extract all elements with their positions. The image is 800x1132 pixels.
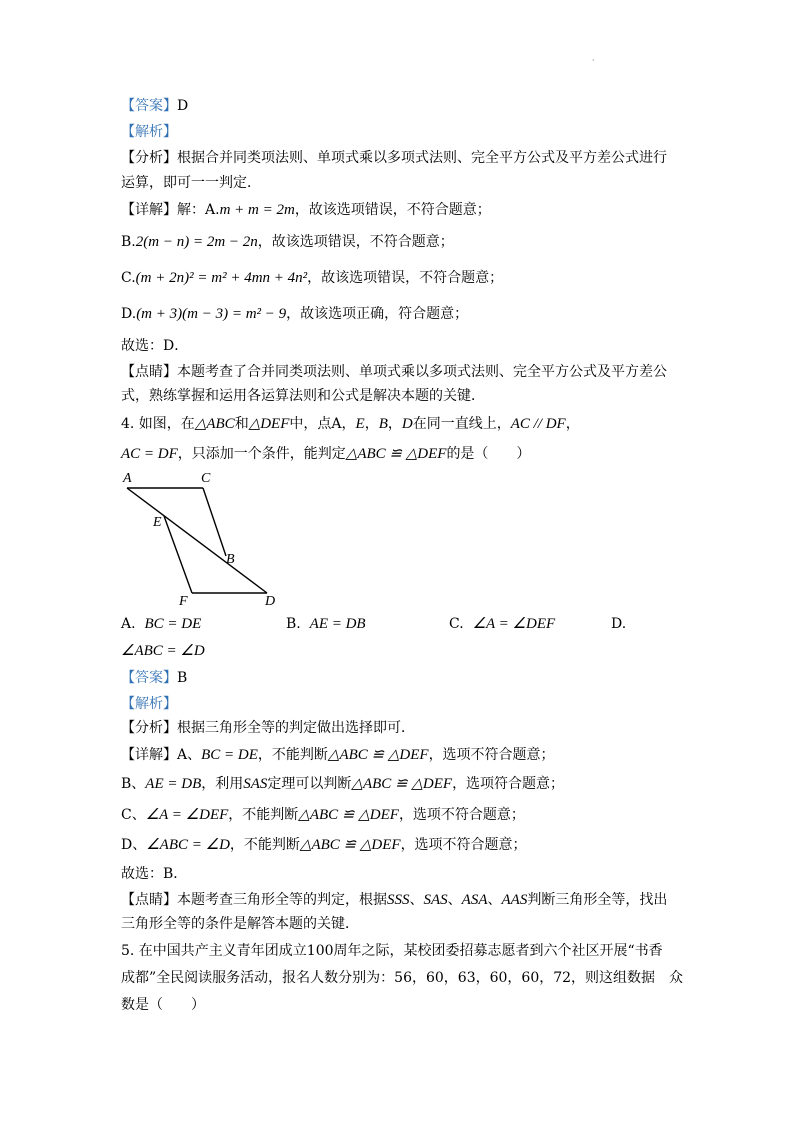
math-expression: △ABC ≌ △DEF xyxy=(351,776,453,792)
math-expression: ∠ABC = ∠D xyxy=(146,837,230,853)
q4-stem-line-1 xyxy=(121,414,580,434)
detail-text: ，故该选项错误，不符合题意； xyxy=(307,270,504,286)
q4-choose: 故选：B． xyxy=(121,866,188,882)
dianjing-text: 本题考查了合并同类项法则、单项式乘以多项式法则、完全平方公式及平方差公 xyxy=(177,364,667,380)
stem-text: 在同一直线上， xyxy=(412,416,511,432)
q4-detail-line-a xyxy=(121,745,555,765)
math-expression: SAS xyxy=(423,892,448,908)
stem-text: 的是（ ） xyxy=(446,446,531,462)
stem-text: ， xyxy=(387,416,402,432)
math-expression: AE = DB xyxy=(145,776,202,792)
q3-dianjing-line-2: 式，熟练掌握和运用各运算法则和公式是解决本题的关键． xyxy=(121,388,485,404)
segment-ad xyxy=(127,488,267,593)
math-expression: △ABC ≌ △DEF xyxy=(299,837,401,853)
math-expression: SSS xyxy=(387,892,410,908)
option-a[interactable] xyxy=(121,614,201,634)
math-expression: (m + 2n)² = m² + 4mn + 4n² xyxy=(135,270,308,286)
math-expression: ASA xyxy=(461,892,488,908)
math-expression: BC = DE xyxy=(144,616,202,632)
q3-detail-line-b xyxy=(121,232,454,252)
q4-fenxi-line xyxy=(121,718,415,738)
detail-text: ，利用 xyxy=(201,776,244,792)
math-expression: AC // DF xyxy=(510,416,566,432)
math-expression: △ABC xyxy=(194,416,235,432)
detail-text: 定理可以判断 xyxy=(267,776,352,792)
detail-text: ，不能判断 xyxy=(229,837,300,853)
option-label: C. xyxy=(121,270,136,286)
dianjing-text: 本题考查三角形全等的判定，根据 xyxy=(177,892,387,908)
option-label: D. xyxy=(121,306,137,322)
option-label: B. xyxy=(121,234,136,250)
dianjing-tag: 【点睛】 xyxy=(121,892,177,908)
math-expression: B xyxy=(378,416,388,432)
fenxi-text: 根据三角形全等的判定做出选择即可． xyxy=(177,720,415,736)
geometry-figure xyxy=(115,468,285,608)
detail-text: A、 xyxy=(177,747,202,763)
math-expression: △ABC ≌ △DEF xyxy=(298,807,399,823)
label-a: A xyxy=(123,471,132,486)
label-f: F xyxy=(179,594,188,608)
label-b: B xyxy=(226,552,235,567)
q3-answer-line xyxy=(121,96,188,116)
math-expression: AAS xyxy=(501,892,528,908)
q3-fenxi-line-2: 运算，即可一一判定． xyxy=(121,175,261,191)
detail-tag: 【详解】 xyxy=(121,202,177,218)
math-expression: 2(m − n) = 2m − 2n xyxy=(135,234,258,250)
option-label: A. xyxy=(121,616,136,632)
q3-detail-line-a xyxy=(121,200,491,220)
dianjing-text: 、 xyxy=(447,892,462,908)
detail-text: ，故该选项错误，不符合题意； xyxy=(294,202,491,218)
segment-ef xyxy=(164,516,192,593)
answer-tag: 【答案】 xyxy=(121,670,177,686)
stem-text: 中，点A， xyxy=(289,416,356,432)
dianjing-text: 、 xyxy=(487,892,502,908)
detail-tag: 【详解】 xyxy=(121,747,177,763)
analysis-tag: 【解析】 xyxy=(121,124,177,140)
q5-stem-line-3: 数是（ ） xyxy=(121,997,205,1013)
detail-lead: 解：A. xyxy=(177,202,220,218)
stem-text: ，只添加一个条件，能判定 xyxy=(177,446,346,462)
math-expression: ∠A = ∠DEF xyxy=(145,807,229,823)
q5-stem-line-2: 成都”全民阅读服务活动，报名人数分别为：56，60，63，60，60，72，则这组数据 众 xyxy=(121,970,684,986)
q4-analysis-tag xyxy=(121,694,177,714)
stem-text: ， xyxy=(565,416,580,432)
answer-tag: 【答案】 xyxy=(121,98,177,114)
dianjing-tag: 【点睛】 xyxy=(121,364,177,380)
stem-text: 和 xyxy=(234,416,249,432)
math-expression: BC = DE xyxy=(201,747,258,763)
math-expression: (m + 3)(m − 3) = m² − 9 xyxy=(136,306,287,322)
fenxi-tag: 【分析】 xyxy=(121,150,177,166)
analysis-tag: 【解析】 xyxy=(121,696,177,712)
dianjing-text: 判断三角形全等，找出 xyxy=(527,892,668,908)
detail-text: C、 xyxy=(121,807,146,823)
math-expression: ∠A = ∠DEF xyxy=(472,616,556,632)
q3-fenxi-line-1 xyxy=(121,148,667,168)
q4-detail-line-b xyxy=(121,774,564,794)
detail-text: B、 xyxy=(121,776,146,792)
detail-text: ，故该选项错误，不符合题意； xyxy=(257,234,454,250)
option-label: B. xyxy=(286,616,301,632)
detail-text: ，故该选项正确，符合题意； xyxy=(286,306,469,322)
corner-mark: · xyxy=(592,56,595,65)
q3-choose: 故选：D． xyxy=(121,338,189,354)
q4-dianjing-line-2: 三角形全等的条件是解答本题的关键． xyxy=(121,916,359,932)
detail-text: ，选项不符合题意； xyxy=(428,747,555,763)
stem-text: ， xyxy=(364,416,379,432)
option-c[interactable] xyxy=(449,614,555,634)
math-expression: E xyxy=(355,416,365,432)
label-e: E xyxy=(153,515,162,530)
detail-text: ，选项不符合题意； xyxy=(400,837,527,853)
segment-cb xyxy=(203,488,226,556)
q5-stem-line-1: 5. 在中国共产主义青年团成立100周年之际，某校团委招募志愿者到六个社区开展“书香 xyxy=(121,943,663,959)
math-expression: D xyxy=(401,416,413,432)
detail-text: ，选项不符合题意； xyxy=(398,807,525,823)
math-expression: AE = DB xyxy=(309,616,366,632)
math-expression: m + m = 2m xyxy=(219,202,295,218)
q4-answer-line xyxy=(121,668,187,688)
detail-text: ，不能判断 xyxy=(257,747,328,763)
q3-analysis-tag xyxy=(121,122,177,142)
label-c: C xyxy=(201,471,211,486)
answer-value: D xyxy=(177,98,189,114)
math-expression: SAS xyxy=(243,776,268,792)
detail-text: D、 xyxy=(121,837,147,853)
math-expression: AC = DF xyxy=(121,446,178,462)
answer-value: B xyxy=(177,670,188,686)
q4-detail-line-c xyxy=(121,805,525,825)
detail-text: ，不能判断 xyxy=(228,807,299,823)
q4-detail-line-d xyxy=(121,835,527,855)
dianjing-text: 、 xyxy=(409,892,424,908)
q3-detail-line-c xyxy=(121,268,503,288)
option-d-label[interactable]: D. xyxy=(611,616,627,632)
q3-dianjing-line-1 xyxy=(121,362,667,382)
math-expression: △ABC ≌ △DEF xyxy=(345,446,447,462)
option-d-math xyxy=(121,641,205,661)
math-expression: △DEF xyxy=(248,416,290,432)
fenxi-tag: 【分析】 xyxy=(121,720,177,736)
math-expression: △ABC ≌ △DEF xyxy=(327,747,429,763)
q3-detail-line-d xyxy=(121,304,468,324)
label-d: D xyxy=(265,594,276,608)
q4-stem-line-2 xyxy=(121,444,530,464)
option-label: C. xyxy=(449,616,464,632)
math-expression: ∠ABC = ∠D xyxy=(121,643,205,659)
option-b[interactable] xyxy=(286,614,366,634)
stem-text: 4. 如图，在 xyxy=(121,416,195,432)
fenxi-text: 根据合并同类项法则、单项式乘以多项式法则、完全平方公式及平方差公式进行 xyxy=(177,150,667,166)
q4-dianjing-line-1 xyxy=(121,890,667,910)
detail-text: ，选项符合题意； xyxy=(452,776,565,792)
